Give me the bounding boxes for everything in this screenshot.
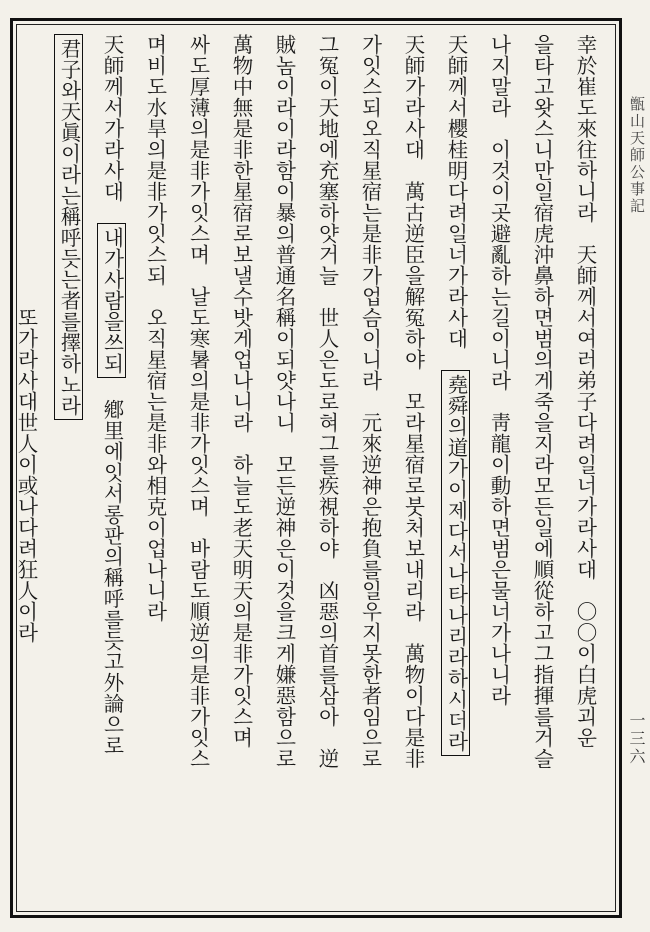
text-column-14: 또가라사대世人이或나다려狂人이라 (14, 34, 38, 643)
boxed-phrase: 내가사람을쓰되 (97, 223, 126, 378)
running-head: 甑山天師公事記 (628, 96, 646, 215)
text-column-9: 萬物中無是非한星宿로보낼수밧게업나니라 하늘도老天明天의是非가잇스며 (229, 34, 253, 748)
text-column-3: 나지말라 이것이곳避亂하는길이니라 靑龍이動하면범은물너가나니라 (487, 34, 511, 706)
text-column-2: 을타고왓스니만일宿虎沖鼻하면범의게죽을지라모든일에順從하고그指揮를거슬 (530, 34, 554, 769)
text-column-13 (47, 34, 90, 904)
text-column-11: 며비도水旱의是非가잇스되 오직星宿는是非와相克이업나니라 (143, 34, 167, 622)
text-column-12: 天師께서가라사대 내가사람을쓰되 鄕里에잇서롱판의稱呼를듯고外論으로 (90, 34, 133, 904)
text-column-6: 가잇스되오직星宿는是非가업슴이니라 元來逆神은抱負를일우지못한者임으로 (358, 34, 382, 769)
page-number: 一三六 (627, 712, 646, 766)
text-column-10: 싸도厚薄의是非가잇스며 날도寒暑의是非가잇스며 바람도順逆의是非가잇스 (186, 34, 210, 769)
text-column-5: 天師가라사대 萬古逆臣을解冤하야 모라星宿로붓처보내리라 萬物이다是非 (401, 34, 425, 769)
text-column-4: 天師께서櫻桂明다려일너가라사대 堯舜의道가이제다서나타나리라하시더라 (434, 34, 477, 904)
boxed-phrase: 君子와天眞이라는稱呼듯는者를擇하노라 (54, 34, 83, 420)
boxed-phrase: 堯舜의道가이제다서나타나리라하시더라 (441, 370, 470, 756)
text-column-8: 賊놈이라이라함이暴의普通名稱이되얏나니 모든逆神은이것을크게嫌惡함으로 (272, 34, 296, 769)
text-column-1: 幸於崔도來往하니라 天師께서여러弟子다려일너가라사대 〇〇이白虎괴운 (573, 34, 597, 748)
text-column-7: 그冤이天地에充塞하얏거늘 世人은도로혀그를疾視하야 凶惡의首를삼아 逆 (315, 34, 339, 769)
vertical-text-body (14, 34, 606, 904)
